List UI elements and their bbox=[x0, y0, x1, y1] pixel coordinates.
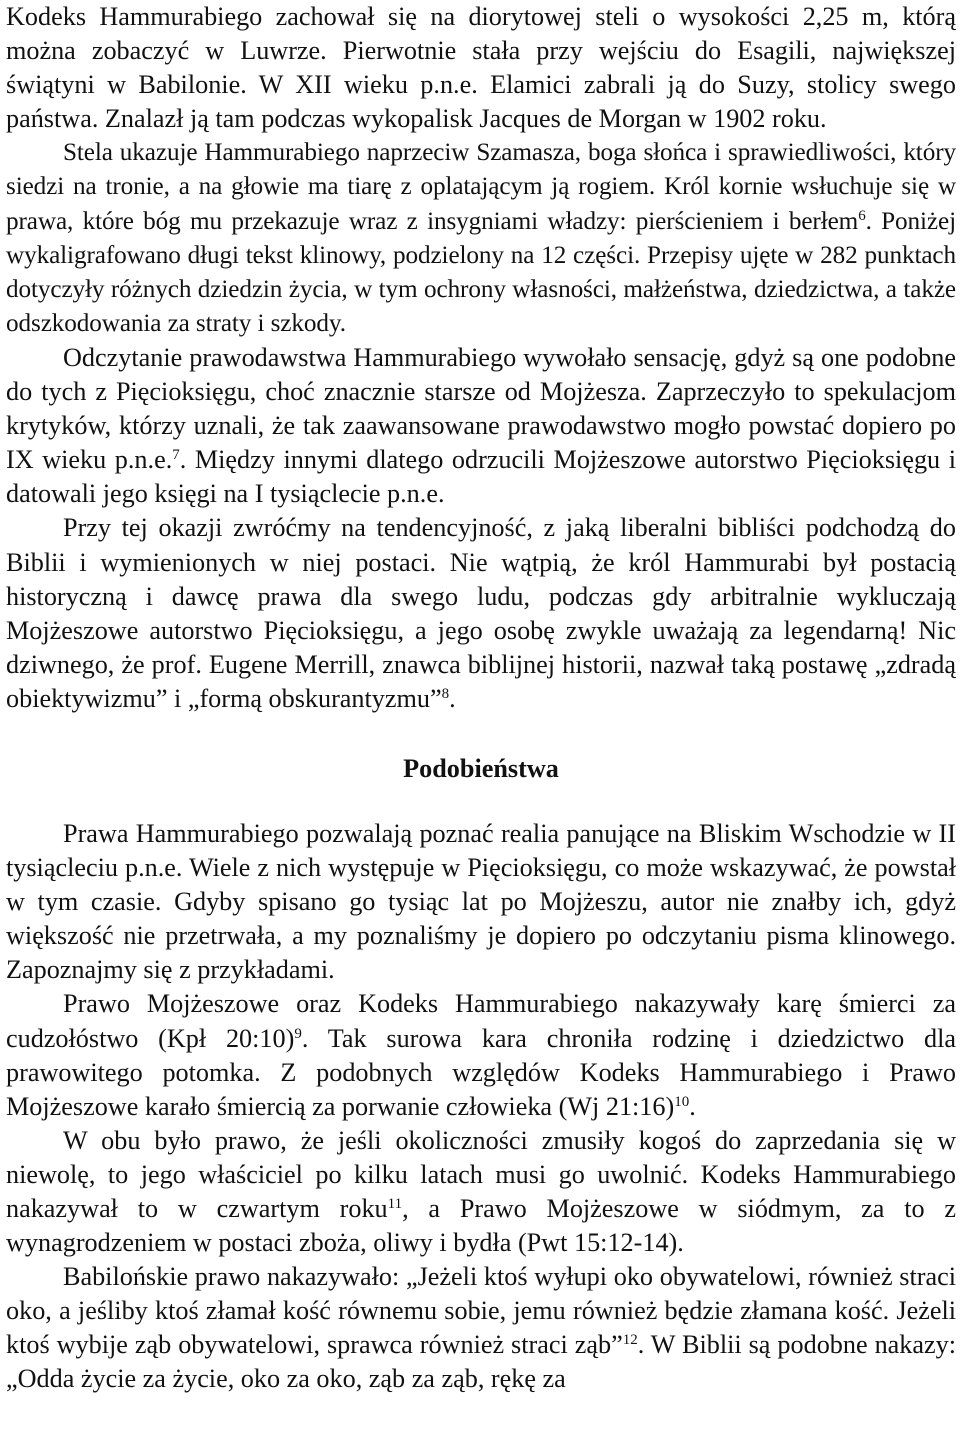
paragraph-death-penalty bbox=[6, 987, 956, 1123]
paragraph-bias bbox=[6, 511, 956, 716]
paragraph-stela-history bbox=[6, 0, 956, 136]
paragraph-text: W obu było prawo, że jeśli okoliczności zmusiły kogoś do zaprzedania się w niewolę, to jego właściciel po kilku latach musi go uwolnić. Kodeks Hammurabiego nakazywał to w czwartym roku bbox=[6, 1125, 956, 1223]
paragraph-text: . Tak surowa kara chroniła rodzinę i dziedzictwo dla prawowitego potomka. Z podobnych względów Kodeks Hammurabiego i Prawo Mojżeszowe karało śmiercią za porwanie człowieka (Wj 21:16) bbox=[6, 1023, 956, 1121]
paragraph-slavery bbox=[6, 1124, 956, 1260]
paragraph-text: Prawa Hammurabiego pozwalają poznać realia panujące na Bliskim Wschodzie w II tysiącleciu p.n.e. Wiele z nich występuje w Pięcioksięgu, co może wskazywać, że powstał w tym czasie. Gdyby spisano go tysiąc lat po Mojżeszu, autor nie znałby ich, gdyż większość nie przetrwała, a my poznaliśmy je dopiero po odczytaniu pisma klinowego. Zapoznajmy się z przykładami. bbox=[6, 818, 956, 985]
paragraph-text: Babilońskie prawo nakazywało: „Jeżeli ktoś wyłupi oko obywatelowi, również straci oko, a jeśliby ktoś złamał kość równemu sobie, jemu również będzie złamana kość. Jeżeli ktoś wybije ząb obywatelowi, sprawca również straci ząb” bbox=[6, 1262, 956, 1360]
footnote-ref[interactable]: 11 bbox=[387, 1196, 403, 1212]
paragraph-deciphering bbox=[6, 341, 956, 511]
paragraph-similarities-intro bbox=[6, 817, 956, 987]
footnote-ref[interactable]: 9 bbox=[294, 1025, 302, 1042]
footnote-ref[interactable]: 7 bbox=[172, 447, 180, 464]
paragraph-text: Kodeks Hammurabiego zachował się na diorytowej steli o wysokości 2,25 m, którą można zobaczyć w Luwrze. Pierwotnie stała przy wejściu do Esagili, największej świątyni w Babilonie. W XII wieku p.n.e. Elamici zabrali ją do Suzy, stolicy swego państwa. Znalazł ją tam podczas wykopalisk Jacques de Morgan w 1902 roku. bbox=[6, 2, 956, 134]
document-page bbox=[6, 0, 956, 1452]
paragraph-text: Odczytanie prawodawstwa Hammurabiego wywołało sensację, gdyż są one podobne do tych z Pięcioksięgu, choć znacznie starsze od Mojżesza. Zaprzeczyło to spekulacjom krytyków, którzy uznali, że tak zaawansowane prawodawstwo mogło powstać dopiero po IX wieku p.n.e. bbox=[6, 342, 956, 475]
paragraph-text: . Poniżej wykaligrafowano długi tekst klinowy, podzielony na 12 części. Przepisy ujęte w 282 punktach dotyczyły różnych dziedzin życia, w tym ochrony własności, małżeństwa, dziedzictwa, a także odszkodowania za straty i szkody. bbox=[6, 207, 956, 337]
section-heading: Podobieństwa bbox=[403, 753, 559, 783]
footnote-ref[interactable]: 10 bbox=[674, 1093, 690, 1110]
paragraph-text: Przy tej okazji zwróćmy na tendencyjność, z jaką liberalni bibliści podchodzą do Biblii i wymienionych w niej postaci. Nie wątpią, że król Hammurabi był postacią historyczną i dawcę prawa dla swego ludu, podczas gdy arbitralnie wykluczają Mojżeszowe autorstwo Pięcioksięgu, a jego osobę zwykle uważają za legendarną! Nic dziwnego, że prof. Eugene Merrill, znawca biblijnej historii, nazwał taką postawę „zdradą obiektywizmu” i „formą obskurantyzmu” bbox=[6, 513, 956, 713]
footnote-ref[interactable]: 6 bbox=[858, 207, 866, 224]
paragraph-text: . bbox=[689, 1091, 696, 1121]
paragraph-eye-for-eye bbox=[6, 1260, 956, 1396]
footnote-ref[interactable]: 8 bbox=[441, 685, 450, 702]
paragraph-text: . W Biblii są podobne nakazy: „Odda życie za życie, oko za oko, ząb za ząb, rękę za bbox=[6, 1330, 956, 1394]
paragraph-stela-description bbox=[6, 136, 956, 341]
footnote-ref[interactable]: 12 bbox=[622, 1332, 638, 1349]
paragraph-text: , a Prawo Mojżeszowe w siódmym, za to z wynagrodzeniem w postaci zboża, oliwy i bydła (Pwt 15:12-14). bbox=[6, 1194, 956, 1258]
paragraph-text: . bbox=[449, 683, 456, 713]
paragraph-text: Stela ukazuje Hammurabiego naprzeciw Szamasza, boga słońca i sprawiedliwości, który siedzi na tronie, a na głowie ma tiarę z oplatającym ją rogiem. Król kornie wsłuchuje się w prawa, które bóg mu przekazuje wraz z insygniami władzy: pierścieniem i berłem bbox=[6, 139, 956, 235]
paragraph-text: Prawo Mojżeszowe oraz Kodeks Hammurabiego nakazywały karę śmierci za cudzołóstwo (Kpł 20:10) bbox=[6, 989, 956, 1053]
paragraph-text: . Między innymi dlatego odrzucili Mojżeszowe autorstwo Pięcioksięgu i datowali jego księgi na I tysiąclecie p.n.e. bbox=[6, 445, 956, 509]
